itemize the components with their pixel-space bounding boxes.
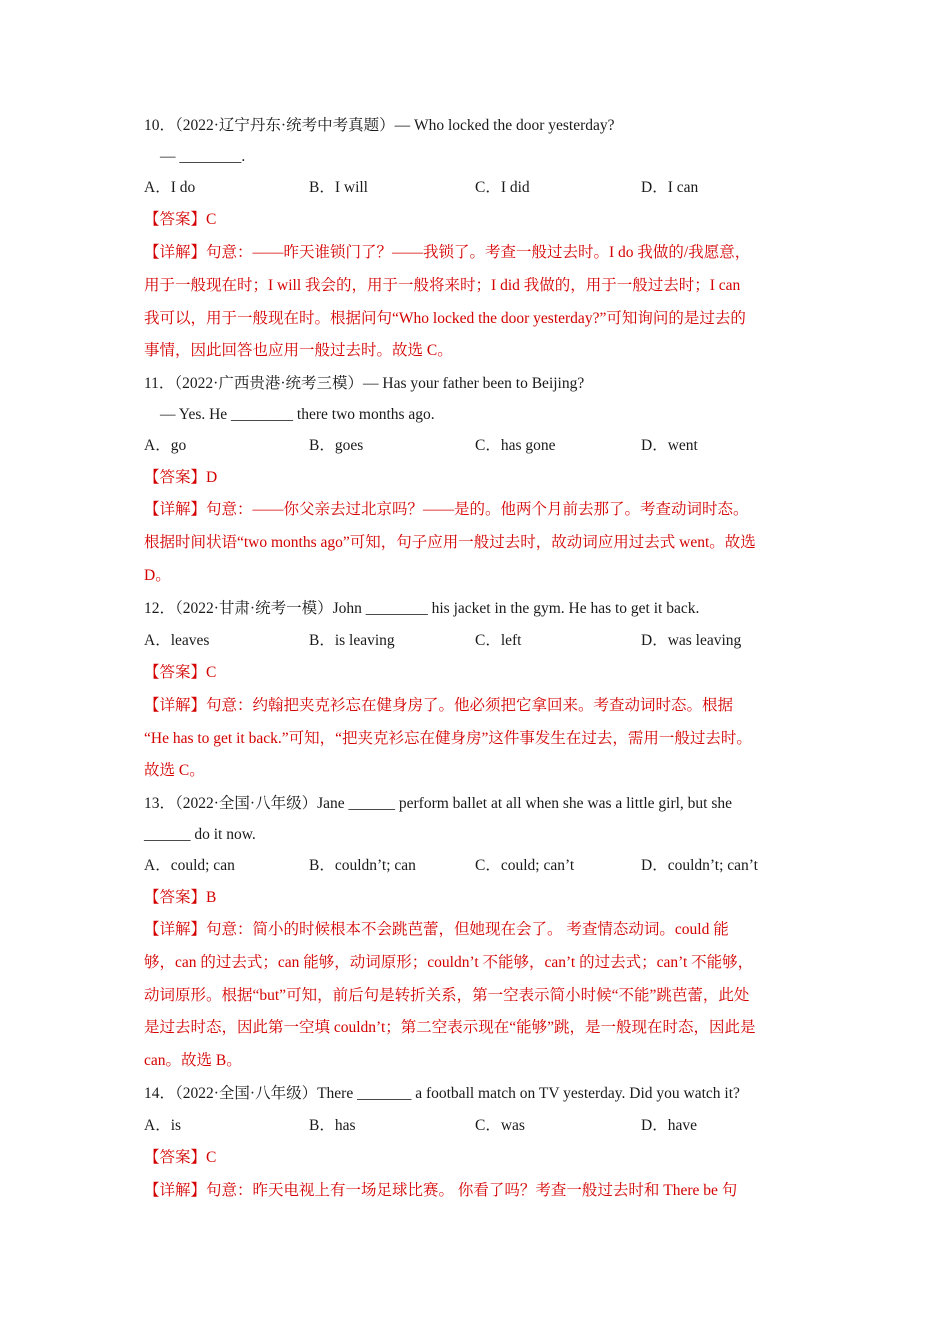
question-10-option-b: B．I will: [309, 179, 368, 196]
question-12-answer: 【答案】C: [144, 664, 217, 681]
question-12-option-d: D．was leaving: [641, 632, 742, 649]
question-10-answer: 【答案】C: [144, 211, 217, 228]
question-14-option-c: C．was: [475, 1117, 525, 1134]
question-12-stem: 12．（2022·甘肃·统考一模）John ________ his jacket in the gym. He has to get it back.: [144, 600, 700, 617]
question-13-stem: 13．（2022·全国·八年级）Jane ______ perform ballet at all when she was a little girl, but she: [144, 795, 733, 812]
question-13-option-a: A．could; can: [144, 857, 235, 874]
question-11-answer-blank: — Yes. He ________ there two months ago.: [160, 406, 435, 423]
question-10-option-d: D．I can: [641, 179, 699, 196]
question-13-stem-continued: ______ do it now.: [144, 826, 256, 843]
question-10-stem: 10．（2022·辽宁丹东·统考中考真题）— Who locked the door yesterday?: [144, 117, 615, 134]
question-11-option-b: B．goes: [309, 437, 364, 454]
question-14-explanation-line: 【详解】句意：昨天电视上有一场足球比赛。 你看了吗？考查一般过去时和 There be 句: [144, 1182, 738, 1199]
question-13-explanation-line: 是过去时态，因此第一空填 couldn’t；第二空表示现在“能够”跳，是一般现在时态，因此是: [144, 1019, 756, 1036]
question-13-answer: 【答案】B: [144, 889, 217, 906]
question-13-option-c: C．could; can’t: [475, 857, 575, 874]
question-11-option-d: D．went: [641, 437, 698, 454]
question-12-option-c: C．left: [475, 632, 522, 649]
question-13-explanation-line: 【详解】句意：简小的时候根本不会跳芭蕾，但她现在会了。 考查情态动词。could 能: [144, 921, 729, 938]
question-14-option-b: B．has: [309, 1117, 356, 1134]
question-12-explanation-line: 【详解】句意：约翰把夹克衫忘在健身房了。他必须把它拿回来。考查动词时态。根据: [144, 697, 734, 714]
question-13-option-d: D．couldn’t; can’t: [641, 857, 758, 874]
question-13-option-b: B．couldn’t; can: [309, 857, 416, 874]
question-11-option-a: A．go: [144, 437, 187, 454]
question-10-option-c: C．I did: [475, 179, 530, 196]
question-10-option-a: A．I do: [144, 179, 196, 196]
question-10-explanation-line: 事情，因此回答也应用一般过去时。故选 C。: [144, 342, 453, 359]
question-12-option-a: A．leaves: [144, 632, 210, 649]
question-13-explanation-line: 动词原形。根据“but”可知，前后句是转折关系，第一空表示简小时候“不能”跳芭蕾，此处: [144, 987, 750, 1004]
question-11-explanation-line: 【详解】句意：——你父亲去过北京吗？——是的。他两个月前去那了。考查动词时态。: [144, 501, 749, 518]
question-13-explanation-line: can。故选 B。: [144, 1052, 242, 1069]
question-13-explanation-line: 够，can 的过去式；can 能够，动词原形；couldn’t 不能够，can’t 的过去式；can’t 不能够，: [144, 954, 754, 971]
question-11-option-c: C．has gone: [475, 437, 556, 454]
question-10-explanation-line: 我可以，用于一般现在时。根据问句“Who locked the door yesterday?”可知询问的是过去的: [144, 310, 746, 327]
question-14-option-d: D．have: [641, 1117, 697, 1134]
question-11-answer: 【答案】D: [144, 469, 218, 486]
question-11-explanation-line: D。: [144, 567, 171, 584]
question-12-explanation-line: “He has to get it back.”可知，“把夹克衫忘在健身房”这件事发生在过去，需用一般过去时。: [144, 730, 752, 747]
question-12-explanation-line: 故选 C。: [144, 762, 205, 779]
question-10-explanation-line: 【详解】句意：——昨天谁锁门了？——我锁了。考查一般过去时。I do 我做的/我愿意，: [144, 244, 751, 261]
question-14-answer: 【答案】C: [144, 1149, 217, 1166]
question-11-explanation-line: 根据时间状语“two months ago”可知，句子应用一般过去时，故动词应用过去式 went。故选: [144, 534, 756, 551]
question-10-explanation-line: 用于一般现在时；I will 我会的，用于一般将来时；I did 我做的，用于一般过去时；I can: [144, 277, 741, 294]
question-14-option-a: A．is: [144, 1117, 182, 1134]
question-10-answer-blank: — ________.: [160, 148, 246, 165]
question-14-stem: 14．（2022·全国·八年级）There _______ a football match on TV yesterday. Did you watch it?: [144, 1085, 740, 1102]
question-11-stem: 11．（2022·广西贵港·统考三模）— Has your father been to Beijing?: [144, 375, 585, 392]
question-12-option-b: B．is leaving: [309, 632, 395, 649]
